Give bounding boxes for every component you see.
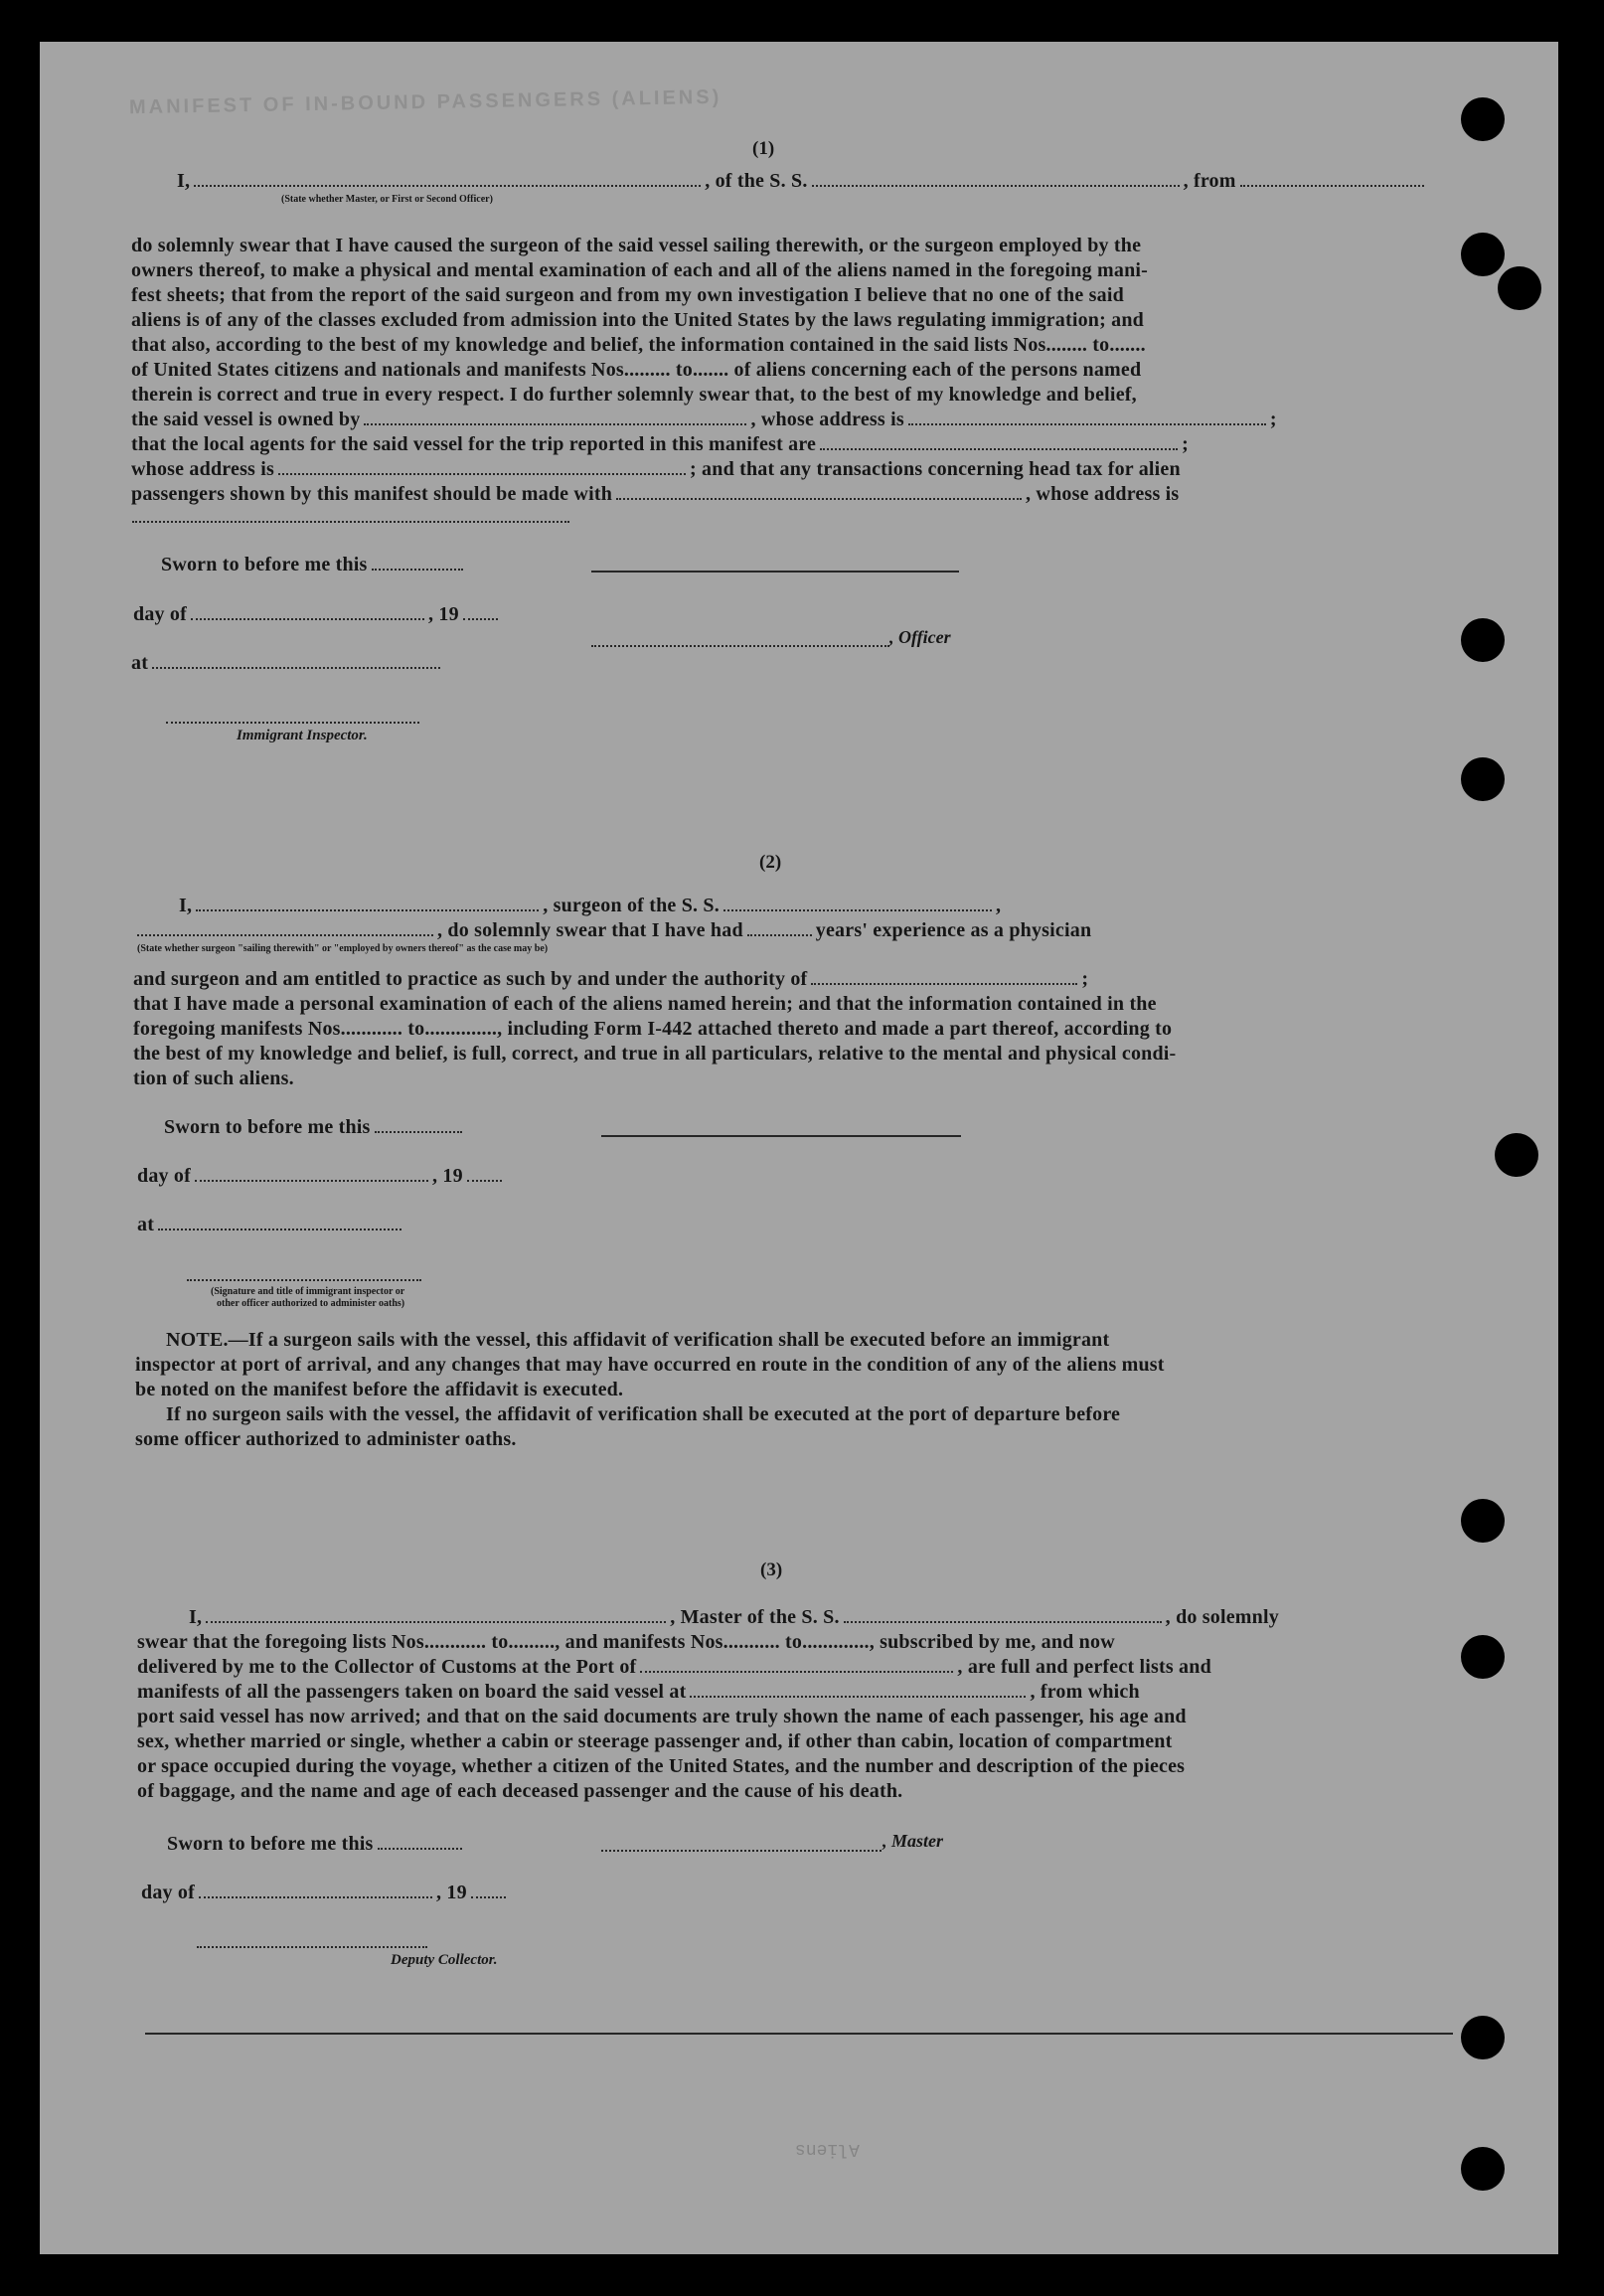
s1-inspector-sig-line <box>166 722 419 724</box>
s1-owner-line: the said vessel is owned by , whose address is ; <box>131 409 1277 430</box>
s3-day-line: day of , 19 <box>141 1881 510 1904</box>
binder-hole <box>1495 1133 1538 1177</box>
s2-day-line: day of , 19 <box>137 1164 506 1188</box>
s3-collector-line: delivered by me to the Collector of Customs at the Port of , are full and perfect lists and <box>137 1656 1211 1678</box>
document-page <box>40 42 1558 2254</box>
bottom-rule <box>145 2033 1453 2035</box>
s1-agent-address-line: whose address is ; and that any transactions concerning head tax for alien <box>131 458 1181 480</box>
s3-deputy-label: Deputy Collector. <box>391 1952 498 1968</box>
s3-text-1: swear that the foregoing lists Nos............ to........., and manifests Nos........... to............., subscribed by me, and now <box>137 1631 1115 1653</box>
s2-text-1: that I have made a personal examination of each of the aliens named herein; and that the information contained in the <box>133 993 1157 1015</box>
s3-sworn-line: Sworn to before me this <box>167 1832 466 1856</box>
s1-text-6: of United States citizens and nationals and manifests Nos......... to....... of aliens concerning each of the persons named <box>131 359 1142 381</box>
s1-agents-line: that the local agents for the said vessel for the trip reported in this manifest are ; <box>131 433 1190 455</box>
s1-text-7: therein is correct and true in every respect. I do further solemnly swear that, to the best of my knowledge and belief, <box>131 384 1137 406</box>
s1-text-2: owners thereof, to make a physical and mental examination of each and all of the aliens named in the foregoing mani- <box>131 259 1149 281</box>
s2-sworn-line: Sworn to before me this <box>164 1115 466 1139</box>
s2-line-2: , do solemnly swear that I have had years' experience as a physician <box>133 918 1091 942</box>
s1-rank-caption: (State whether Master, or First or Second Officer) <box>281 194 493 205</box>
s3-text-4: or space occupied during the voyage, whether a citizen of the United States, and the number and description of the pieces <box>137 1755 1186 1777</box>
s2-text-2: foregoing manifests Nos............ to.............., including Form I-442 attached thereto and made a part thereof, according to <box>133 1018 1173 1040</box>
s2-at-line: at <box>137 1213 405 1236</box>
s2-note-2: inspector at port of arrival, and any changes that may have occurred en route in the condition of any of the aliens must <box>135 1354 1165 1376</box>
binder-hole <box>1498 266 1541 310</box>
s2-sig-caption-2: other officer authorized to administer oaths) <box>217 1298 405 1309</box>
s3-deputy-sig-line <box>197 1946 427 1948</box>
binder-hole <box>1461 233 1505 276</box>
s1-officer-label: , Officer <box>889 627 951 647</box>
bleed-through-footer: Aliens <box>795 2139 860 2159</box>
binder-hole <box>1461 757 1505 801</box>
s2-surgeon-sig-line <box>601 1135 961 1137</box>
s2-text-4: tion of such aliens. <box>133 1067 294 1089</box>
s2-note-5: some officer authorized to administer oaths. <box>135 1428 517 1450</box>
s3-master-sig-line <box>601 1850 882 1852</box>
s1-sworn-line: Sworn to before me this <box>161 553 467 576</box>
s1-text-4: aliens is of any of the classes excluded from admission into the United States by the laws regulating immigration; and <box>131 309 1144 331</box>
s1-line-1: I, , of the S. S. , from <box>177 169 1428 193</box>
binder-hole <box>1461 2016 1505 2059</box>
s2-surgeon-caption: (State whether surgeon "sailing therewith" or "employed by owners thereof" as the case may be) <box>137 943 549 954</box>
s3-line-1: I, , Master of the S. S. , do solemnly <box>189 1606 1279 1628</box>
section-1-number: (1) <box>752 138 775 159</box>
s1-text-1: do solemnly swear that I have caused the surgeon of the said vessel sailing therewith, or the surgeon employed by the <box>131 235 1142 256</box>
s3-text-5: of baggage, and the name and age of each deceased passenger and the cause of his death. <box>137 1780 903 1802</box>
binder-hole <box>1461 618 1505 662</box>
section-3-number: (3) <box>760 1559 783 1580</box>
s1-at-line: at <box>131 651 444 675</box>
s3-boarding-line: manifests of all the passengers taken on board the said vessel at , from which <box>137 1681 1140 1703</box>
s1-passengers-line: passengers shown by this manifest should be made with , whose address is <box>131 483 1180 505</box>
s1-text-3: fest sheets; that from the report of the said surgeon and from my own investigation I believe that no one of the said <box>131 284 1124 306</box>
s3-text-3: sex, whether married or single, whether a cabin or steerage passenger and, if other than cabin, location of compartment <box>137 1730 1173 1752</box>
s1-officer-sig-line-1 <box>591 571 959 573</box>
s2-note-4: If no surgeon sails with the vessel, the affidavit of verification shall be executed at the port of departure before <box>166 1403 1121 1425</box>
s1-day-line: day of , 19 <box>133 602 502 626</box>
s2-line-1: I, , surgeon of the S. S. , <box>179 895 1002 916</box>
section-2-number: (2) <box>759 852 782 873</box>
bleed-through-header: MANIFEST OF IN-BOUND PASSENGERS (ALIENS) <box>128 85 722 119</box>
s1-officer-sig-line-2 <box>591 645 889 647</box>
binder-hole <box>1461 1635 1505 1679</box>
binder-hole <box>1461 97 1505 141</box>
binder-hole <box>1461 2147 1505 2191</box>
s3-text-2: port said vessel has now arrived; and that on the said documents are truly shown the name of each passenger, his age and <box>137 1706 1187 1727</box>
s2-note-1: NOTE.—If a surgeon sails with the vessel, this affidavit of verification shall be executed before an immigrant <box>166 1329 1110 1351</box>
s2-note-3: be noted on the manifest before the affidavit is executed. <box>135 1379 624 1400</box>
s1-inspector-label: Immigrant Inspector. <box>237 728 368 743</box>
s2-text-3: the best of my knowledge and belief, is full, correct, and true in all particulars, relative to the mental and physical condi- <box>133 1043 1177 1065</box>
s1-text-5: that also, according to the best of my knowledge and belief, the information contained in the said lists Nos........ to....... <box>131 334 1146 356</box>
s2-authority-line: and surgeon and am entitled to practice as such by and under the authority of ; <box>133 968 1089 990</box>
binder-hole <box>1461 1499 1505 1543</box>
s1-address-blank <box>132 521 569 523</box>
s2-inspector-sig-line <box>187 1279 421 1281</box>
s3-master-label: , Master <box>882 1831 944 1851</box>
s2-sig-caption-1: (Signature and title of immigrant inspector or <box>211 1286 405 1297</box>
